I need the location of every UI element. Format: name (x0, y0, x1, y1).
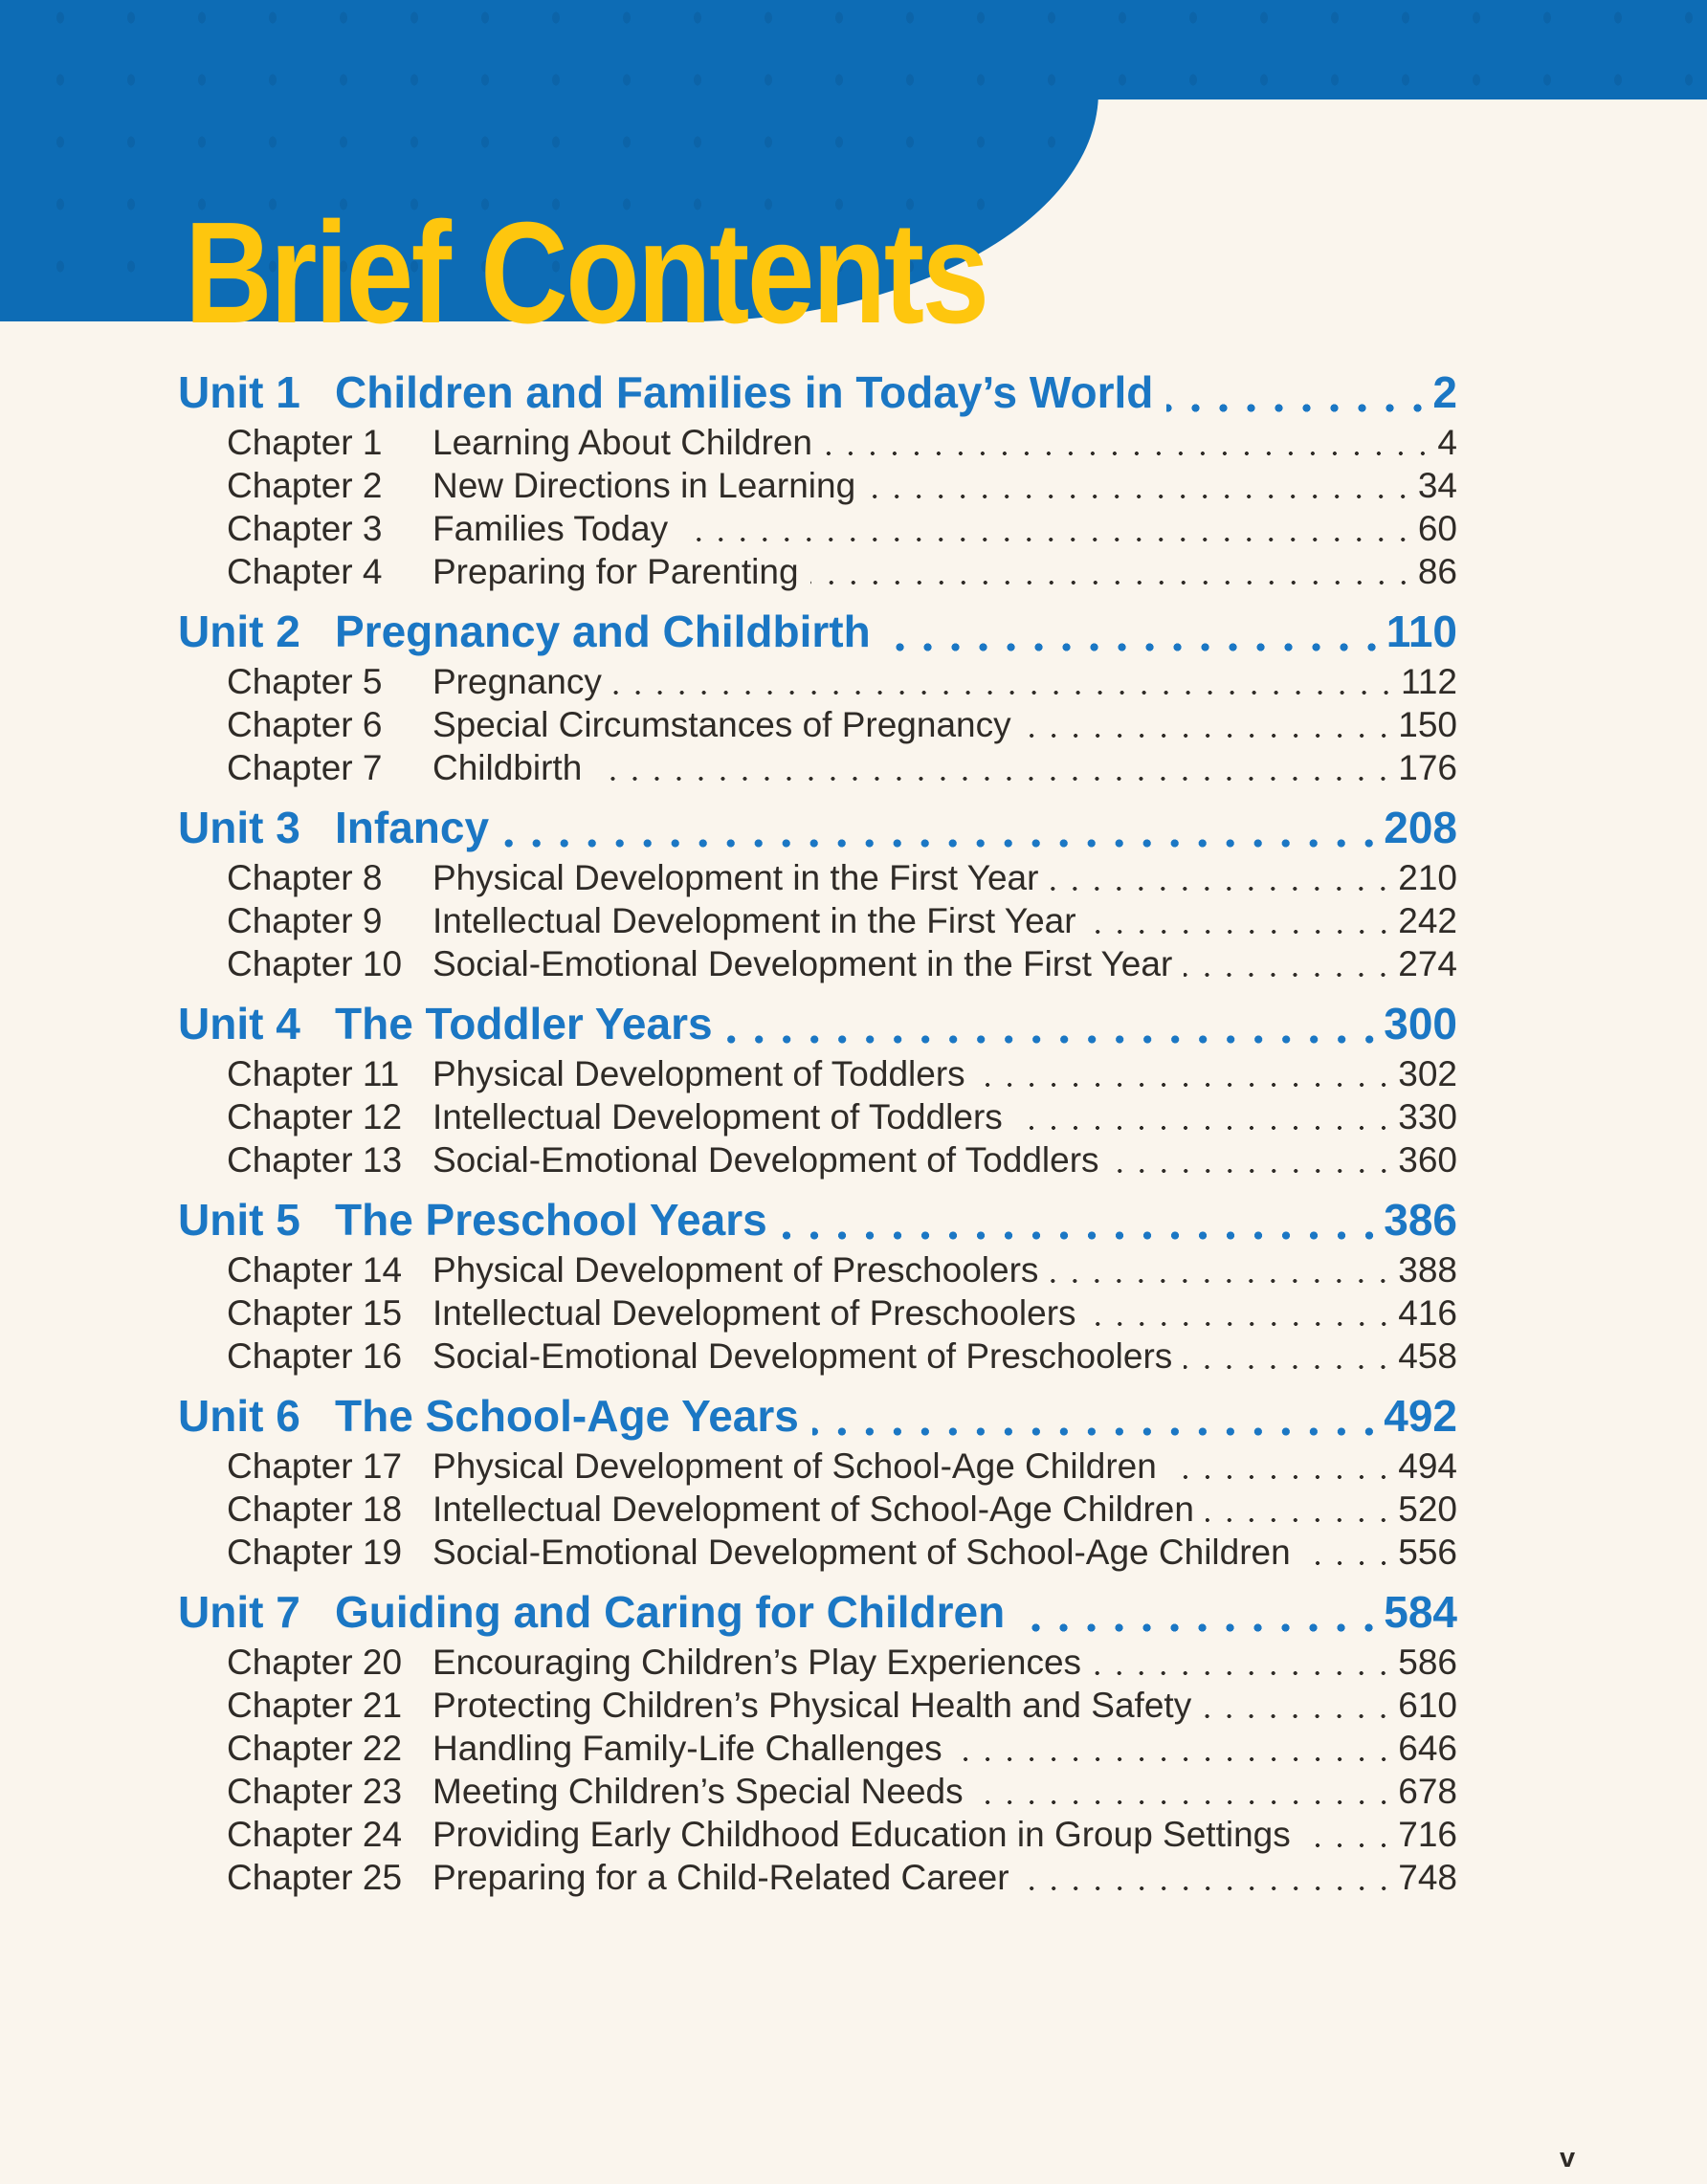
chapter-title: Pregnancy (432, 662, 602, 701)
chapter-page-number: 586 (1398, 1643, 1457, 1682)
unit-row (178, 603, 1457, 660)
chapter-row (178, 1488, 1457, 1531)
chapter-row (178, 1095, 1457, 1138)
unit-page-number: 2 (1432, 367, 1457, 417)
chapter-label: Chapter 14 (227, 1250, 403, 1290)
unit-dot-leader (502, 799, 1383, 856)
chapter-title: Intellectual Development of School-Age Children (432, 1489, 1194, 1529)
chapter-label: Chapter 22 (227, 1729, 403, 1768)
chapter-title: Families Today (432, 509, 669, 548)
unit-label: Unit 4 (178, 999, 300, 1048)
unit-block (178, 1387, 1457, 1574)
chapter-dot-leader (1021, 1856, 1395, 1899)
unit-label: Unit 2 (178, 607, 300, 656)
unit-title: The School-Age Years (335, 1391, 799, 1441)
chapter-page-number: 494 (1398, 1446, 1457, 1486)
chapter-label: Chapter 7 (227, 748, 383, 787)
chapter-label: Chapter 5 (227, 662, 383, 701)
chapter-row (178, 550, 1457, 593)
chapter-dot-leader (975, 1770, 1395, 1813)
chapter-dot-leader (679, 507, 1414, 550)
chapter-row (178, 464, 1457, 507)
chapter-label: Chapter 10 (227, 944, 403, 983)
chapter-title: Special Circumstances of Pregnancy (432, 705, 1011, 744)
chapter-row (178, 1445, 1457, 1488)
chapter-page-number: 416 (1398, 1293, 1457, 1333)
chapter-row (178, 703, 1457, 746)
chapter-label: Chapter 9 (227, 901, 383, 940)
chapter-row (178, 856, 1457, 899)
chapter-dot-leader (977, 1052, 1395, 1095)
chapter-dot-leader (1088, 899, 1395, 942)
page-title (185, 191, 1140, 354)
chapter-page-number: 86 (1417, 552, 1457, 591)
chapter-dot-leader (954, 1727, 1395, 1770)
chapter-title: Intellectual Development in the First Year (432, 901, 1076, 940)
chapter-page-number: 748 (1398, 1858, 1457, 1897)
chapter-row (178, 1052, 1457, 1095)
chapter-dot-leader (1050, 1248, 1394, 1291)
chapter-page-number: 520 (1398, 1489, 1457, 1529)
chapter-dot-leader (1302, 1813, 1395, 1856)
unit-block (178, 364, 1457, 593)
chapter-page-number: 610 (1398, 1686, 1457, 1725)
chapter-row (178, 1531, 1457, 1574)
unit-page-number: 208 (1384, 803, 1457, 852)
unit-label: Unit 1 (178, 367, 300, 417)
chapter-title: Encouraging Children’s Play Experiences (432, 1643, 1082, 1682)
chapter-label: Chapter 13 (227, 1140, 403, 1180)
unit-row (178, 799, 1457, 856)
chapter-title: Social-Emotional Development in the First Year (432, 944, 1173, 983)
unit-page-number: 110 (1386, 607, 1457, 656)
chapter-title: Learning About Children (432, 423, 813, 462)
chapter-row (178, 421, 1457, 464)
unit-row (178, 364, 1457, 421)
chapter-page-number: 458 (1398, 1336, 1457, 1376)
unit-page-number: 386 (1384, 1195, 1457, 1245)
chapter-row (178, 1813, 1457, 1856)
unit-page-number: 492 (1384, 1391, 1457, 1441)
chapter-label: Chapter 21 (227, 1686, 403, 1725)
chapter-dot-leader (1184, 1335, 1394, 1378)
chapter-dot-leader (1111, 1138, 1395, 1181)
chapter-row (178, 1684, 1457, 1727)
unit-dot-leader (726, 995, 1384, 1052)
unit-dot-leader (781, 1191, 1384, 1248)
unit-page-number: 300 (1384, 999, 1457, 1048)
chapter-dot-leader (1050, 856, 1394, 899)
chapter-row (178, 1641, 1457, 1684)
unit-block (178, 995, 1457, 1181)
chapter-label: Chapter 24 (227, 1815, 403, 1854)
chapter-dot-leader (613, 660, 1397, 703)
chapter-row (178, 1291, 1457, 1335)
chapter-page-number: 360 (1398, 1140, 1457, 1180)
chapter-label: Chapter 11 (227, 1054, 400, 1093)
chapter-row (178, 1248, 1457, 1291)
chapter-dot-leader (1023, 703, 1395, 746)
chapter-title: Physical Development of Toddlers (432, 1054, 965, 1093)
unit-label: Unit 7 (178, 1587, 300, 1637)
chapter-dot-leader (1093, 1641, 1394, 1684)
chapter-page-number: 150 (1398, 705, 1457, 744)
chapter-row (178, 942, 1457, 985)
chapter-label: Chapter 2 (227, 466, 383, 505)
chapter-row (178, 507, 1457, 550)
chapter-label: Chapter 23 (227, 1772, 403, 1811)
chapter-row (178, 1335, 1457, 1378)
chapter-title: Preparing for a Child-Related Career (432, 1858, 1009, 1897)
chapter-label: Chapter 16 (227, 1336, 403, 1376)
chapter-row (178, 1856, 1457, 1899)
chapter-title: Physical Development of School-Age Children (432, 1446, 1157, 1486)
chapter-page-number: 242 (1398, 901, 1457, 940)
chapter-label: Chapter 8 (227, 858, 383, 897)
chapter-page-number: 716 (1398, 1815, 1457, 1854)
unit-title: Infancy (335, 803, 490, 852)
chapter-title: Meeting Children’s Special Needs (432, 1772, 964, 1811)
chapter-label: Chapter 12 (227, 1097, 403, 1136)
chapter-row (178, 1727, 1457, 1770)
chapter-page-number: 210 (1398, 858, 1457, 897)
unit-block (178, 603, 1457, 789)
unit-block (178, 799, 1457, 985)
chapter-title: Intellectual Development of Toddlers (432, 1097, 1003, 1136)
chapter-dot-leader (593, 746, 1394, 789)
unit-dot-leader (884, 603, 1386, 660)
chapter-dot-leader (1302, 1531, 1395, 1574)
chapter-title: New Directions in Learning (432, 466, 856, 505)
chapter-page-number: 176 (1398, 748, 1457, 787)
chapter-label: Chapter 3 (227, 509, 383, 548)
chapter-label: Chapter 25 (227, 1858, 403, 1897)
chapter-dot-leader (1088, 1291, 1395, 1335)
chapter-label: Chapter 18 (227, 1489, 403, 1529)
chapter-label: Chapter 15 (227, 1293, 403, 1333)
chapter-title: Physical Development in the First Year (432, 858, 1039, 897)
chapter-title: Social-Emotional Development of School-Age Children (432, 1533, 1291, 1572)
unit-title: Pregnancy and Childbirth (335, 607, 871, 656)
unit-dot-leader (1018, 1583, 1383, 1641)
chapter-label: Chapter 1 (227, 423, 383, 462)
chapter-title: Protecting Children’s Physical Health and Safety (432, 1686, 1192, 1725)
page-title-text: Brief Contents (185, 191, 987, 354)
chapter-title: Intellectual Development of Preschoolers (432, 1293, 1076, 1333)
chapter-title: Social-Emotional Development of Preschoolers (432, 1336, 1173, 1376)
chapter-row (178, 746, 1457, 789)
chapter-page-number: 388 (1398, 1250, 1457, 1290)
chapter-page-number: 646 (1398, 1729, 1457, 1768)
chapter-dot-leader (810, 550, 1414, 593)
table-of-contents (178, 364, 1457, 1899)
chapter-title: Preparing for Parenting (432, 552, 799, 591)
chapter-row (178, 1770, 1457, 1813)
chapter-page-number: 556 (1398, 1533, 1457, 1572)
chapter-page-number: 60 (1417, 509, 1457, 548)
chapter-title: Handling Family-Life Challenges (432, 1729, 942, 1768)
unit-title: The Preschool Years (335, 1195, 767, 1245)
chapter-dot-leader (1206, 1488, 1394, 1531)
unit-label: Unit 5 (178, 1195, 300, 1245)
unit-block (178, 1191, 1457, 1378)
unit-title: Guiding and Caring for Children (335, 1587, 1006, 1637)
chapter-title: Physical Development of Preschoolers (432, 1250, 1039, 1290)
chapter-row (178, 660, 1457, 703)
chapter-label: Chapter 20 (227, 1643, 403, 1682)
unit-dot-leader (1166, 364, 1431, 421)
chapter-label: Chapter 19 (227, 1533, 403, 1572)
unit-dot-leader (812, 1387, 1383, 1445)
unit-block (178, 1583, 1457, 1899)
chapter-page-number: 274 (1398, 944, 1457, 983)
chapter-page-number: 302 (1398, 1054, 1457, 1093)
folio-page-number: v (1560, 2143, 1576, 2173)
chapter-title: Social-Emotional Development of Toddlers (432, 1140, 1099, 1180)
unit-title: The Toddler Years (335, 999, 713, 1048)
unit-row (178, 1583, 1457, 1641)
unit-row (178, 1191, 1457, 1248)
chapter-label: Chapter 4 (227, 552, 383, 591)
unit-label: Unit 6 (178, 1391, 300, 1441)
chapter-dot-leader (1184, 942, 1394, 985)
chapter-dot-leader (1168, 1445, 1394, 1488)
unit-page-number: 584 (1384, 1587, 1457, 1637)
unit-title: Children and Families in Today’s World (335, 367, 1154, 417)
unit-label: Unit 3 (178, 803, 300, 852)
unit-row (178, 995, 1457, 1052)
chapter-dot-leader (824, 421, 1433, 464)
chapter-page-number: 330 (1398, 1097, 1457, 1136)
chapter-title: Childbirth (432, 748, 583, 787)
chapter-row (178, 899, 1457, 942)
chapter-label: Chapter 6 (227, 705, 383, 744)
chapter-title: Providing Early Childhood Education in Group Settings (432, 1815, 1291, 1854)
chapter-page-number: 34 (1417, 466, 1457, 505)
chapter-row (178, 1138, 1457, 1181)
chapter-dot-leader (867, 464, 1414, 507)
chapter-dot-leader (1203, 1684, 1394, 1727)
chapter-dot-leader (1014, 1095, 1394, 1138)
chapter-page-number: 4 (1437, 423, 1457, 462)
chapter-page-number: 112 (1401, 662, 1457, 701)
chapter-page-number: 678 (1398, 1772, 1457, 1811)
unit-row (178, 1387, 1457, 1445)
chapter-label: Chapter 17 (227, 1446, 403, 1486)
